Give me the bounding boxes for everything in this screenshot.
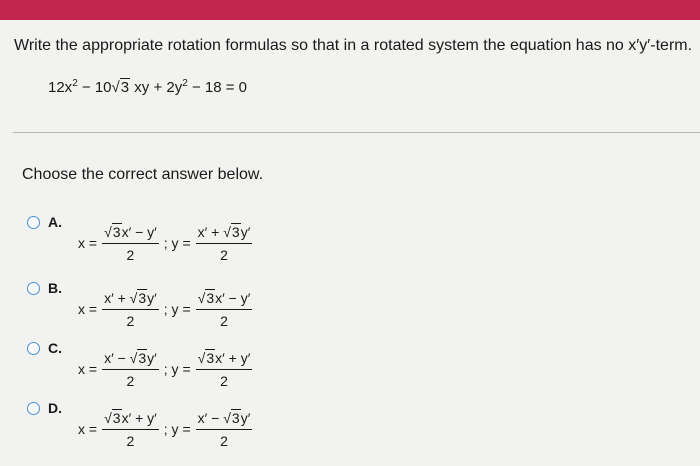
radicand: 3 — [112, 409, 121, 426]
num-part: x′ + y′ — [215, 349, 251, 366]
radicand: 3 — [138, 289, 147, 306]
y-equals-label: ; y = — [163, 421, 191, 437]
x-denominator: 2 — [126, 312, 135, 329]
eq-exponent: 2 — [182, 78, 188, 89]
num-part: x′ + y′ — [121, 409, 157, 426]
num-part: x′ + — [104, 289, 130, 306]
y-denominator: 2 — [220, 432, 228, 449]
x-fraction — [102, 410, 159, 449]
radicand: 3 — [138, 349, 147, 366]
option-letter: A. — [48, 214, 62, 230]
radicand: 3 — [206, 349, 215, 366]
sqrt-icon: √ — [104, 223, 112, 240]
num-part: x′ − y′ — [215, 289, 251, 306]
num-part: x′ − — [197, 409, 224, 426]
x-equals-label: x = — [78, 301, 98, 317]
sqrt-icon: √ — [129, 349, 138, 366]
option-formula — [76, 400, 255, 458]
x-numerator — [102, 350, 159, 370]
answer-option-c[interactable] — [0, 340, 700, 402]
y-numerator — [196, 290, 253, 310]
question-text: Write the appropriate rotation formulas so that in a rotated system the equation has no x′y′-term. — [14, 37, 693, 54]
sqrt-icon: √ — [129, 289, 138, 306]
x-numerator — [102, 410, 159, 430]
y-equals-label: ; y = — [163, 235, 191, 251]
radicand: 3 — [206, 289, 215, 306]
x-equals-label: x = — [78, 235, 98, 251]
sqrt-icon: √ — [104, 409, 112, 426]
num-part: y′ — [147, 349, 157, 366]
y-denominator: 2 — [220, 312, 228, 329]
num-part: y′ — [240, 409, 251, 426]
radio-button-icon[interactable] — [27, 402, 40, 415]
answer-option-d[interactable] — [0, 400, 700, 462]
y-fraction — [196, 290, 253, 329]
x-denominator: 2 — [126, 246, 135, 263]
y-numerator — [196, 410, 253, 430]
option-formula — [76, 214, 255, 272]
x-fraction — [102, 224, 159, 263]
y-equals-label: ; y = — [163, 301, 191, 317]
y-equals-label: ; y = — [163, 361, 191, 377]
answer-prompt: Choose the correct answer below. — [22, 166, 264, 183]
y-denominator: 2 — [220, 246, 228, 263]
eq-part: 12x — [48, 79, 73, 96]
option-letter: B. — [48, 280, 62, 296]
x-equals-label: x = — [78, 361, 98, 377]
num-part: x′ + — [197, 223, 224, 240]
x-denominator: 2 — [126, 432, 135, 449]
eq-part: − 10 — [77, 79, 112, 96]
option-formula — [76, 340, 255, 398]
num-part: y′ — [147, 289, 157, 306]
section-divider — [13, 132, 700, 133]
eq-part: xy + 2y — [130, 79, 183, 96]
y-numerator — [196, 224, 253, 244]
option-letter: D. — [48, 400, 62, 416]
radicand: 3 — [231, 223, 240, 240]
num-part: x′ − — [104, 349, 130, 366]
radicand: 3 — [231, 409, 240, 426]
option-formula — [76, 280, 255, 338]
sqrt-icon: √ — [223, 223, 231, 240]
sqrt-icon: √ — [223, 409, 231, 426]
y-numerator — [196, 350, 253, 370]
top-accent-bar — [0, 0, 700, 20]
x-equals-label: x = — [78, 421, 98, 437]
radio-button-icon[interactable] — [27, 216, 40, 229]
y-fraction — [196, 224, 253, 263]
radicand: 3 — [112, 223, 121, 240]
eq-part: − 18 = 0 — [187, 79, 247, 96]
y-fraction — [196, 350, 253, 389]
num-part: y′ — [240, 223, 251, 240]
x-numerator — [102, 290, 159, 310]
x-denominator: 2 — [126, 372, 135, 389]
eq-exponent: 2 — [72, 78, 78, 89]
x-fraction — [102, 350, 159, 389]
radio-button-icon[interactable] — [27, 282, 40, 295]
option-letter: C. — [48, 340, 62, 356]
answer-option-a[interactable] — [0, 214, 700, 276]
sqrt-icon: √ — [111, 79, 120, 96]
x-fraction — [102, 290, 159, 329]
y-fraction — [196, 410, 253, 449]
eq-radicand: 3 — [120, 79, 130, 96]
x-numerator — [102, 224, 159, 244]
radio-button-icon[interactable] — [27, 342, 40, 355]
num-part: x′ − y′ — [121, 223, 157, 240]
given-equation — [48, 78, 247, 96]
y-denominator: 2 — [220, 372, 228, 389]
sqrt-icon: √ — [197, 349, 206, 366]
answer-option-b[interactable] — [0, 280, 700, 342]
sqrt-icon: √ — [197, 289, 206, 306]
